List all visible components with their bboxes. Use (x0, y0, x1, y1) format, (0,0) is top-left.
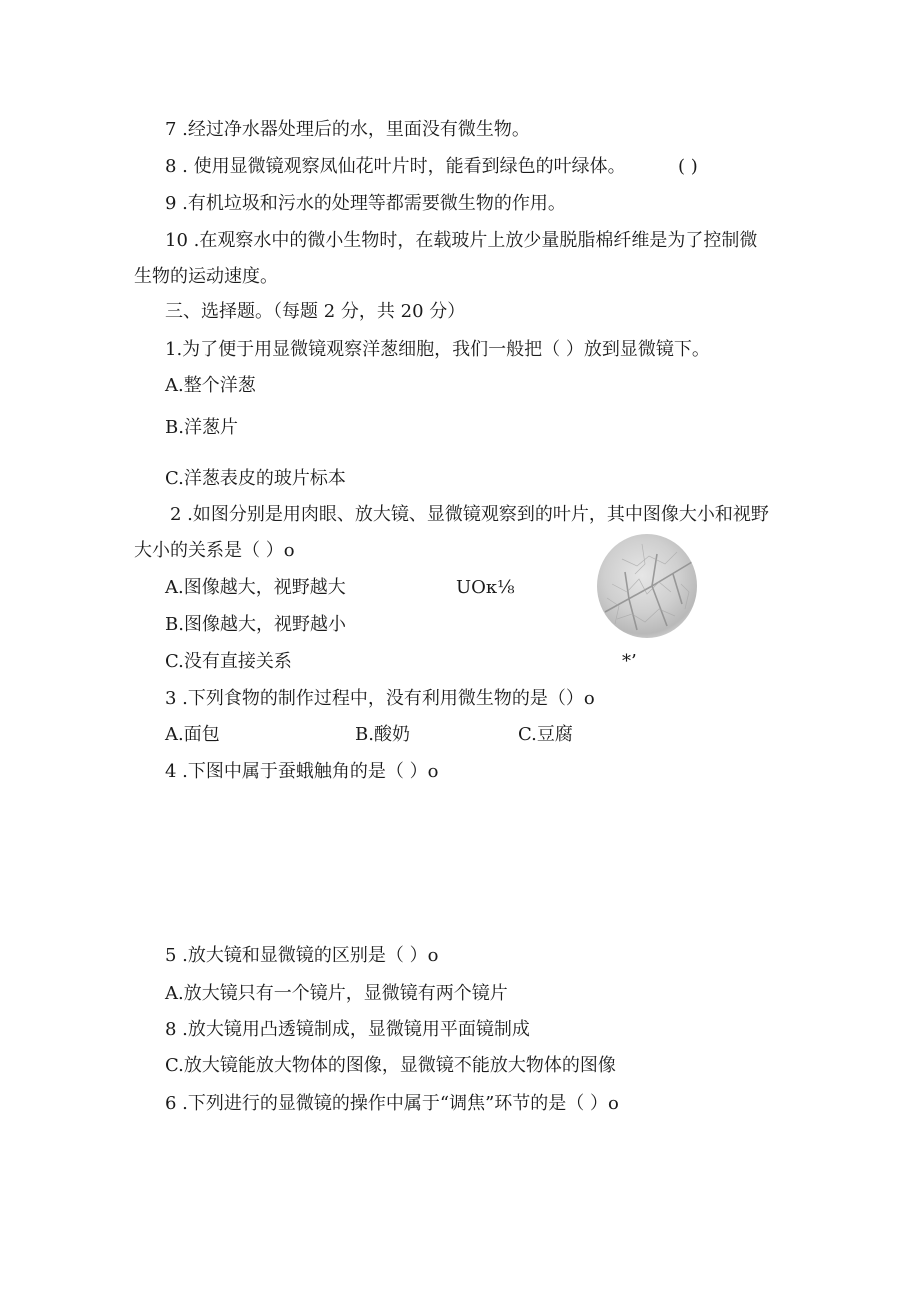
choice-question-2-line2: 大小的关系是（ ）o (134, 540, 295, 561)
option-a: A.图像越大，视野越大 (165, 577, 346, 598)
option-c: C.没有直接关系 (165, 651, 292, 672)
option-a: A.面包 (165, 724, 220, 745)
figure-label: UOк⅛ (456, 577, 515, 598)
leaf-microscope-image (597, 534, 697, 638)
option-c: C.放大镜能放大物体的图像，显微镜不能放大物体的图像 (165, 1055, 616, 1076)
option-a: A.放大镜只有一个镜片，显微镜有两个镜片 (165, 983, 508, 1004)
choice-question-6: 6 .下列进行的显微镜的操作中属于“调焦”环节的是（ ）o (165, 1093, 619, 1114)
option-c: C.豆腐 (518, 724, 573, 745)
option-b: 8 .放大镜用凸透镜制成，显微镜用平面镜制成 (165, 1019, 530, 1040)
option-b: B.酸奶 (355, 724, 410, 745)
option-a: A.整个洋葱 (165, 375, 256, 396)
section-heading: 三、选择题。（每题 2 分，共 20 分） (165, 301, 466, 322)
question-9: 9 .有机垃圾和污水的处理等都需要微生物的作用。 (165, 193, 566, 214)
choice-question-2-line1: 2 .如图分别是用肉眼、放大镜、显微镜观察到的叶片，其中图像大小和视野 (170, 504, 769, 525)
question-8: 8 . 使用显微镜观察凤仙花叶片时，能看到绿色的叶绿体。 (165, 156, 626, 177)
question-10-line2: 生物的运动速度。 (134, 266, 278, 287)
option-b: B.洋葱片 (165, 417, 238, 438)
option-b: B.图像越大，视野越小 (165, 614, 346, 635)
choice-question-5: 5 .放大镜和显微镜的区别是（ ）o (165, 945, 439, 966)
option-c: C.洋葱表皮的玻片标本 (165, 468, 346, 489)
answer-blank: ( ) (678, 156, 698, 177)
choice-question-4: 4 .下图中属于蚕蛾触角的是（ ）o (165, 761, 439, 782)
question-7: 7 .经过净水器处理后的水，里面没有微生物。 (165, 119, 530, 140)
figure-mark: *’ (622, 651, 637, 672)
question-10-line1: 10 .在观察水中的微小生物时，在载玻片上放少量脱脂棉纤维是为了控制微 (165, 230, 758, 251)
choice-question-3: 3 .下列食物的制作过程中，没有利用微生物的是（）o (165, 688, 595, 709)
choice-question-1: 1.为了便于用显微镜观察洋葱细胞，我们一般把（ ）放到显微镜下。 (165, 339, 710, 360)
